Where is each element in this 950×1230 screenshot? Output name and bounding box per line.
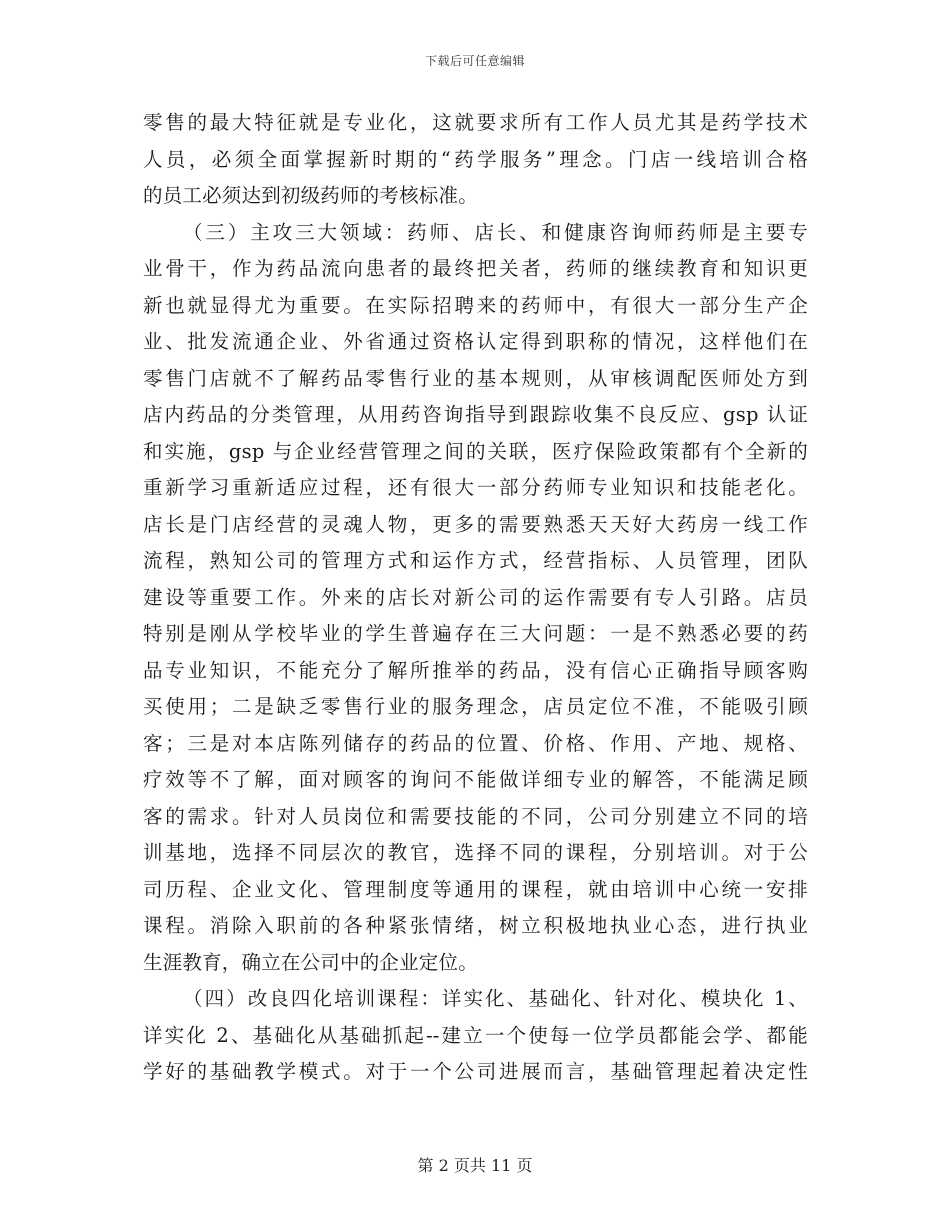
text-line: 流程，熟知公司的管理方式和运作方式，经营指标、人员管理，团队 <box>143 549 808 572</box>
text-line: 新也就显得尤为重要。在实际招聘来的药师中，有很大一部分生产企 <box>143 293 808 317</box>
text-line: 司历程、企业文化、管理制度等通用的课程，就由培训中心统一安排 <box>143 877 808 901</box>
text-line: 生涯教育，确立在公司中的企业定位。 <box>143 950 478 974</box>
text-line: 特别是刚从学校毕业的学生普遍存在三大问题：一是不熟悉必要的药 <box>143 622 808 645</box>
text-line: 业、批发流通企业、外省通过资格认定得到职称的情况，这样他们在 <box>143 330 808 353</box>
text-line: 零售的最大特征就是专业化，这就要求所有工作人员尤其是药学技术 <box>143 111 808 134</box>
text-line: 和实施，gsp 与企业经营管理之间的关联，医疗保险政策都有个全新的 <box>143 439 808 463</box>
text-line: 买使用；二是缺乏零售行业的服务理念，店员定位不准，不能吸引顾 <box>143 695 808 718</box>
page-header: 下载后可任意编辑 <box>424 54 525 68</box>
text-line: 店内药品的分类管理，从用药咨询指导到跟踪收集不良反应、gsp 认证 <box>143 403 808 426</box>
text-line: 店长是门店经营的灵魂人物，更多的需要熟悉天天好大药房一线工作 <box>143 512 808 536</box>
text-line: 详实化 2、基础化从基础抓起--建立一个使每一位学员都能会学、都能 <box>143 1023 808 1047</box>
paragraph-start-line: （三）主攻三大领域：药师、店长、和健康咨询师药师是主要专 <box>183 220 808 244</box>
text-line: 学好的基础教学模式。对于一个公司进展而言，基础管理起着决定性 <box>143 1060 808 1083</box>
document-body <box>143 105 808 1091</box>
text-line: 疗效等不了解，面对顾客的询问不能做详细专业的解答，不能满足顾 <box>143 768 808 791</box>
text-line: 的员工必须达到初级药师的考核标准。 <box>143 184 478 207</box>
text-line: 人员，必须全面掌握新时期的“药学服务”理念。门店一线培训合格 <box>143 147 808 171</box>
text-line: 建设等重要工作。外来的店长对新公司的运作需要有专人引路。店员 <box>143 585 808 609</box>
paragraph-start-line: （四）改良四化培训课程：详实化、基础化、针对化、模块化 1、 <box>183 987 808 1010</box>
text-line: 品专业知识，不能充分了解所推举的药品，没有信心正确指导顾客购 <box>143 658 808 682</box>
text-line: 课程。消除入职前的各种紧张情绪，树立积极地执业心态，进行执业 <box>143 914 808 937</box>
text-line: 客；三是对本店陈列储存的药品的位置、价格、作用、产地、规格、 <box>143 731 808 755</box>
text-line: 零售门店就不了解药品零售行业的基本规则，从审核调配医师处方到 <box>143 366 808 390</box>
page-number: 第 2 页共 11 页 <box>417 1156 533 1175</box>
text-line: 训基地，选择不同层次的教官，选择不同的课程，分别培训。对于公 <box>143 841 808 864</box>
text-line: 业骨干，作为药品流向患者的最终把关者，药师的继续教育和知识更 <box>143 257 808 280</box>
text-line: 客的需求。针对人员岗位和需要技能的不同，公司分别建立不同的培 <box>143 804 808 828</box>
text-line: 重新学习重新适应过程，还有很大一部分药师专业知识和技能老化。 <box>143 476 808 499</box>
